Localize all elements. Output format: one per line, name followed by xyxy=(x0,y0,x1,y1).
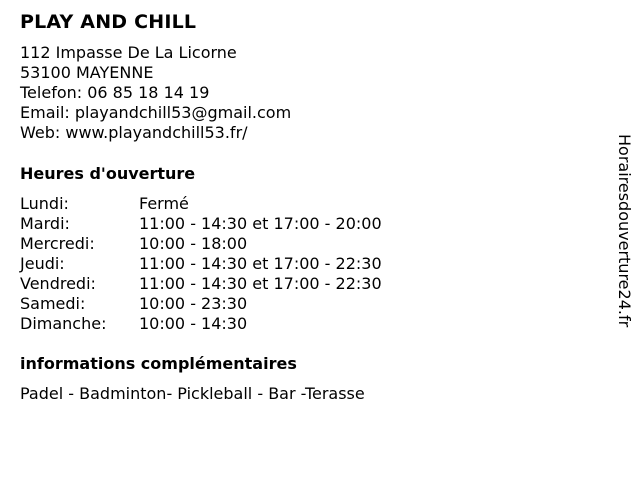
hours-row xyxy=(20,194,382,214)
phone-line: Telefon: 06 85 18 14 19 xyxy=(20,83,210,102)
business-contact-block xyxy=(20,43,291,143)
hours-day: Vendredi: xyxy=(20,274,96,293)
hours-day: Jeudi: xyxy=(20,254,65,273)
hours-time: 11:00 - 14:30 et 17:00 - 20:00 xyxy=(139,214,382,233)
hours-row xyxy=(20,214,382,234)
hours-time: 10:00 - 18:00 xyxy=(139,234,248,253)
hours-day: Dimanche: xyxy=(20,314,107,333)
hours-day: Samedi: xyxy=(20,294,86,313)
hours-time: 11:00 - 14:30 et 17:00 - 22:30 xyxy=(139,274,382,293)
additional-info-heading: informations complémentaires xyxy=(20,354,297,373)
additional-info-text: Padel - Badminton- Pickleball - Bar -Terasse xyxy=(20,384,365,403)
hours-time: 10:00 - 23:30 xyxy=(139,294,248,313)
hours-day: Mardi: xyxy=(20,214,70,233)
hours-time: Fermé xyxy=(139,194,189,213)
opening-hours-table xyxy=(20,194,382,334)
hours-row xyxy=(20,234,382,254)
address-street: 112 Impasse De La Licorne xyxy=(20,43,237,62)
hours-row xyxy=(20,294,382,314)
web-line: Web: www.playandchill53.fr/ xyxy=(20,123,248,142)
opening-hours-heading: Heures d'ouverture xyxy=(20,164,196,183)
hours-day: Mercredi: xyxy=(20,234,95,253)
business-name: PLAY AND CHILL xyxy=(20,11,197,33)
hours-time: 10:00 - 14:30 xyxy=(139,314,248,333)
email-line: Email: playandchill53@gmail.com xyxy=(20,103,292,122)
address-city: 53100 MAYENNE xyxy=(20,63,154,82)
hours-time: 11:00 - 14:30 et 17:00 - 22:30 xyxy=(139,254,382,273)
hours-row xyxy=(20,314,382,334)
hours-row xyxy=(20,254,382,274)
site-watermark: Horairesdouverture24.fr xyxy=(615,134,634,328)
hours-row xyxy=(20,274,382,294)
hours-day: Lundi: xyxy=(20,194,69,213)
